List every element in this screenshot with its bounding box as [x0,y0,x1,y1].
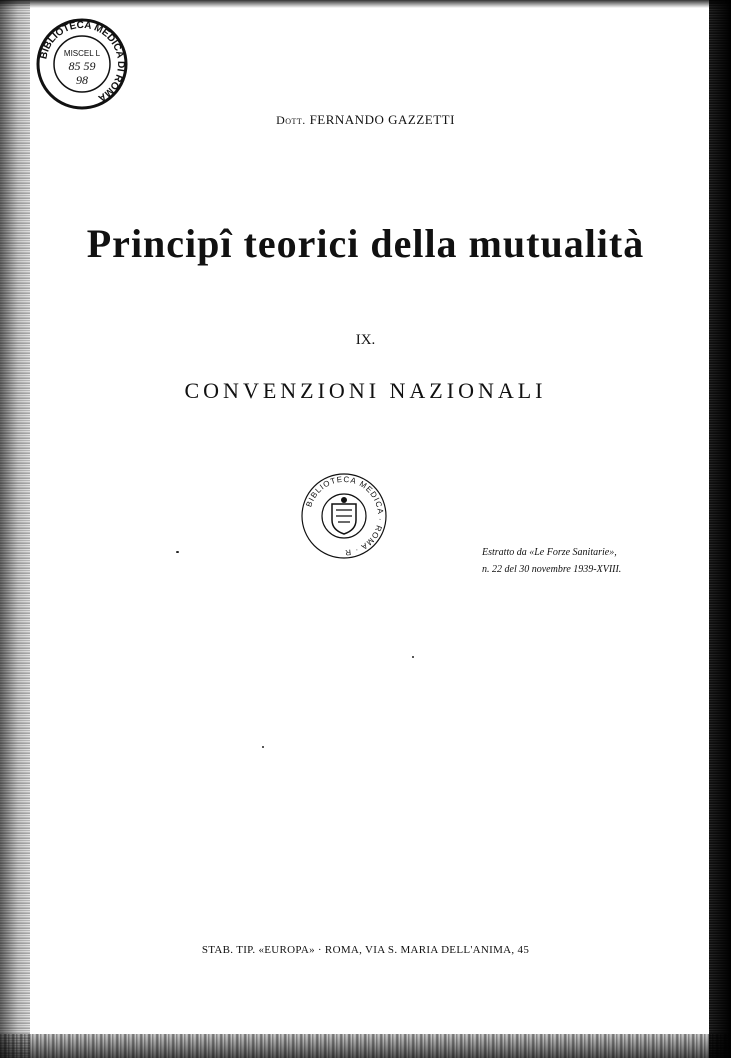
scan-speck [412,656,414,658]
stamp-center-ring-text: BIBLIOTECA MEDICA · ROMA · R [304,474,386,558]
stamp-top-ring-text: BIBLIOTECA MEDICA DI ROMA [38,19,127,104]
stamp-top-label: MISCEL L [63,49,101,58]
library-stamp-center [298,470,390,562]
document-subtitle: CONVENZIONI NAZIONALI [184,378,547,403]
stamp-top-shelfmark-1: 85 59 [68,59,96,73]
author-prefix: Dott. [276,113,306,127]
extract-line-1: Estratto da «Le Forze Sanitarie», [482,547,617,558]
scan-edge-top [0,0,731,8]
extract-line-2: n. 22 del 30 novembre 1939-XVIII. [482,564,622,575]
scan-edge-right [709,0,731,1058]
scan-edge-left [0,0,30,1058]
author-name: FERNANDO GAZZETTI [309,112,455,127]
emblem-icon [332,497,356,534]
extract-note [482,544,682,578]
scan-edge-bottom [0,1034,731,1058]
scan-speck [262,746,264,748]
library-stamp-top [36,18,128,110]
scan-speck [176,551,179,553]
chapter-numeral: IX. [355,332,376,348]
stamp-top-shelfmark-2: 98 [76,73,88,87]
author-line [0,112,731,128]
document-title: Principî teorici della mutualità [86,221,645,266]
printer-imprint: STAB. TIP. «EUROPA» · ROMA, VIA S. MARIA DELL'ANIMA, 45 [201,944,530,956]
